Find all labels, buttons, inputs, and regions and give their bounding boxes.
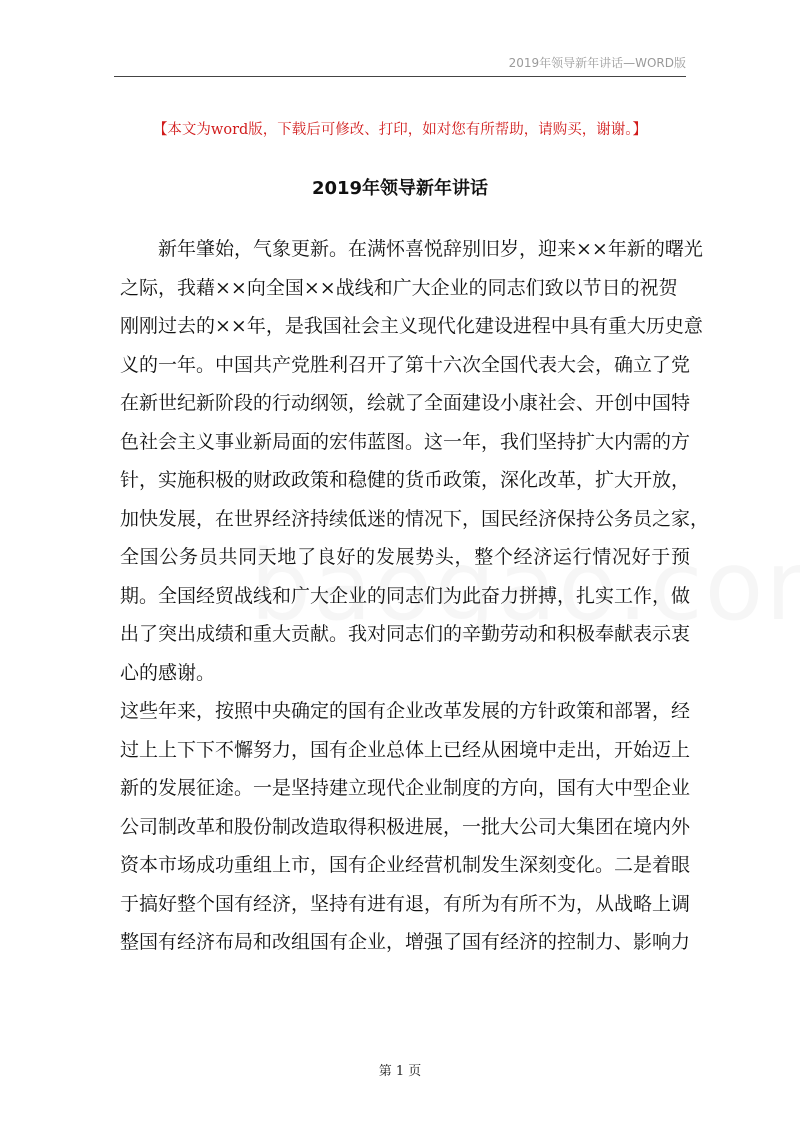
text-line: 新的发展征途。一是坚持建立现代企业制度的方向，国有大中型企业: [120, 777, 691, 799]
text-line: 刚刚过去的××年，是我国社会主义现代化建设进程中具有重大历史意: [120, 315, 703, 337]
text-line: 整国有经济布局和改组国有企业，增强了国有经济的控制力、影响力: [120, 931, 691, 953]
text-line: 心的感谢。: [120, 661, 216, 684]
page-header: [114, 52, 686, 77]
text-line: 资本市场成功重组上市，国有企业经营机制发生深刻变化。二是着眼: [120, 854, 691, 876]
purchase-notice: 【本文为word版，下载后可修改、打印，如对您有所帮助，请购买，谢谢。】: [152, 122, 648, 138]
text-line: 这些年来，按照中央确定的国有企业改革发展的方针政策和部署，经: [120, 700, 691, 722]
page-number: 第 1 页: [378, 1064, 422, 1079]
text-line: 义的一年。中国共产党胜利召开了第十六次全国代表大会，确立了党: [120, 353, 691, 376]
text-line: 针，实施积极的财政政策和稳健的货币政策，深化改革，扩大开放，: [120, 469, 691, 491]
text-line: 过上上下下不懈努力，国有企业总体上已经从困境中走出，开始迈上: [120, 738, 691, 761]
text-line: 在新世纪新阶段的行动纲领，绘就了全面建设小康社会、开创中国特: [120, 392, 691, 414]
text-line: 出了突出成绩和重大贡献。我对同志们的辛勤劳动和积极奉献表示衷: [120, 623, 691, 645]
text-line: 加快发展，在世界经济持续低迷的情况下，国民经济保持公务员之家，: [120, 507, 710, 530]
text-line: 公司制改革和股份制改造取得积极进展，一批大公司大集团在境内外: [120, 815, 691, 838]
text-line: 期。全国经贸战线和广大企业的同志们为此奋力拼搏，扎实工作，做: [120, 584, 691, 607]
text-line: 全国公务员共同天地了良好的发展势头，整个经济运行情况好于预: [120, 546, 690, 568]
text-line: 新年肇始，气象更新。在满怀喜悦辞别旧岁，迎来××年新的曙光: [158, 238, 703, 260]
header-text: 2019年领导新年讲话—WORD版: [508, 56, 686, 70]
document-title: 2019年领导新年讲话: [311, 178, 489, 199]
document-body: [120, 230, 710, 962]
text-line: 之际，我藉××向全国××战线和广大企业的同志们致以节日的祝贺: [120, 276, 678, 299]
text-line: 于搞好整个国有经济，坚持有进有退，有所为有所不为，从战略上调: [120, 892, 691, 915]
text-line: 色社会主义事业新局面的宏伟蓝图。这一年，我们坚持扩大内需的方: [120, 430, 691, 453]
